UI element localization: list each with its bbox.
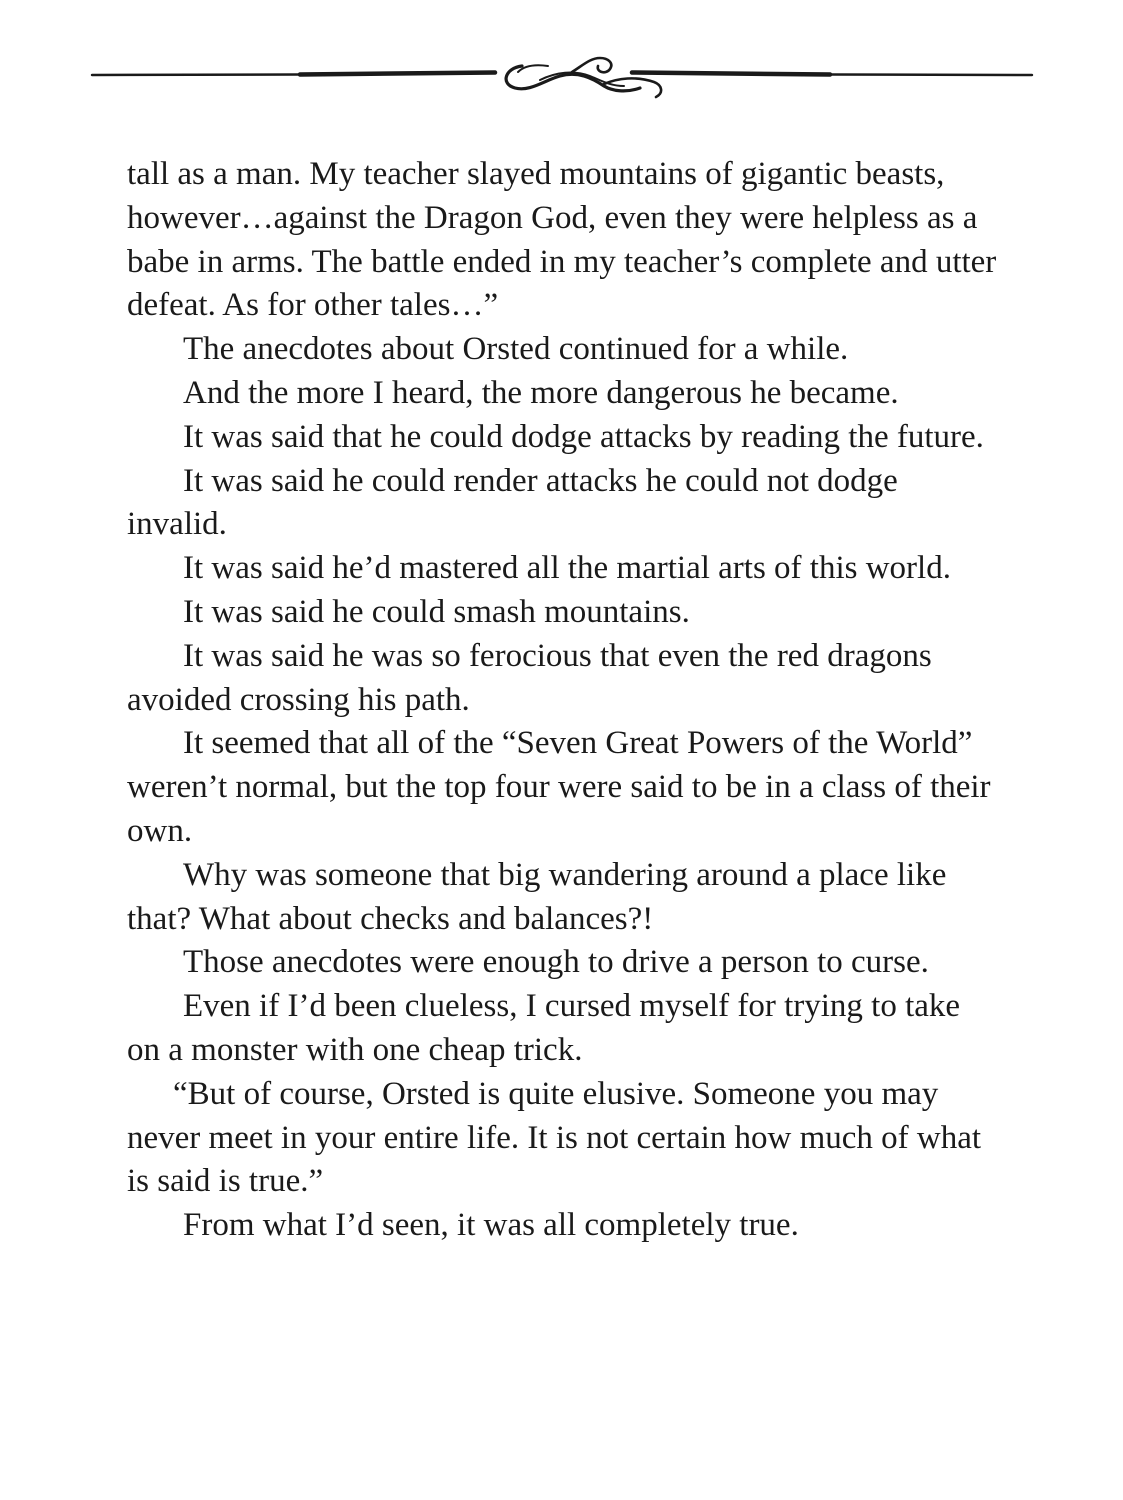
paragraph-7: It was said he could smash mountains. bbox=[183, 593, 690, 630]
paragraph-1: tall as a man. My teacher slayed mountains of gigantic beasts, however…against the Dragon God, even they were helpless as a babe in arms. The battle ended in my teacher’s complete and utter defeat. As for other tales…” bbox=[127, 156, 997, 324]
paragraph-8: It was said he was so ferocious that even the red dragons avoided crossing his path. bbox=[127, 637, 932, 718]
paragraph-12: Even if I’d been clueless, I cursed myself for trying to take on a monster with one cheap trick. bbox=[127, 988, 961, 1068]
paragraph-5: It was said he could render attacks he could not dodge invalid. bbox=[127, 462, 898, 543]
paragraph-4: It was said that he could dodge attacks by reading the future. bbox=[183, 418, 984, 455]
paragraph-11: Those anecdotes were enough to drive a person to curse. bbox=[183, 944, 929, 981]
paragraph-2: The anecdotes about Orsted continued for a while. bbox=[183, 331, 849, 368]
body-text bbox=[127, 153, 997, 1248]
paragraph-6: It was said he’d mastered all the martial arts of this world. bbox=[183, 550, 951, 587]
paragraph-9: It seemed that all of the “Seven Great Powers of the World” weren’t normal, but the top four were said to be in a class of their own. bbox=[127, 725, 991, 849]
paragraph-13: “But of course, Orsted is quite elusive. Someone you may never meet in your entire life. It is not certain how much of what is said is true.” bbox=[127, 1075, 982, 1200]
paragraph-14: From what I’d seen, it was all completely true. bbox=[183, 1207, 799, 1244]
scroll-flourish-divider-icon bbox=[0, 0, 1123, 130]
paragraph-3: And the more I heard, the more dangerous he became. bbox=[183, 374, 899, 411]
paragraph-10: Why was someone that big wandering around a place like that? What about checks and balances?! bbox=[127, 856, 947, 937]
